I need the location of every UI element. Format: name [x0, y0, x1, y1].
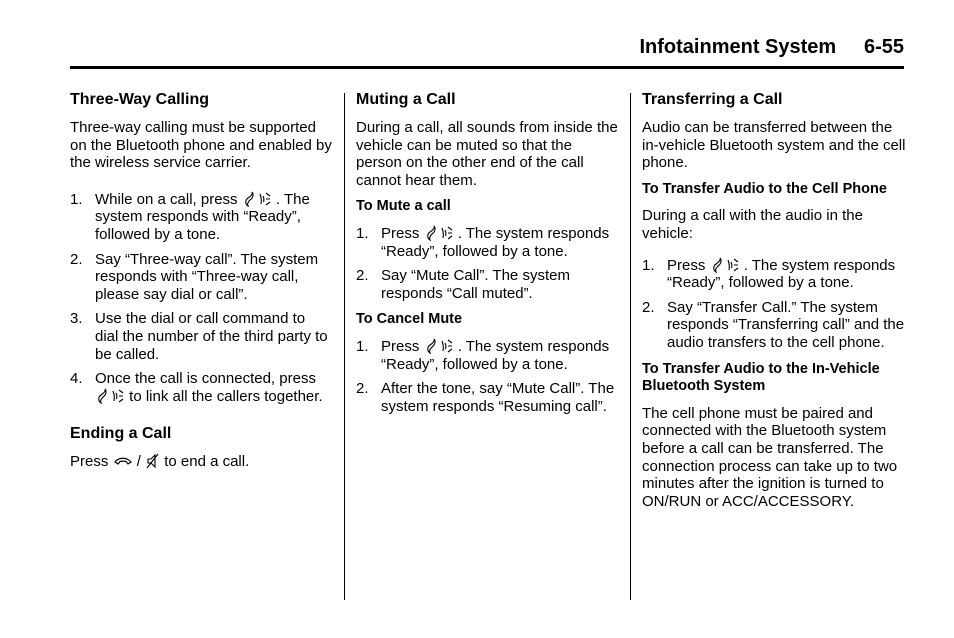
section-heading: Muting a Call [356, 91, 456, 108]
numbered-list [356, 338, 620, 415]
header-rule [70, 66, 904, 69]
end-call-icon [114, 453, 132, 469]
list-item: 2. Say “Mute Call”. The system responds “Call muted”. [356, 267, 570, 302]
column-divider [344, 93, 345, 600]
paragraph: Three-way calling must be supported on the Bluetooth phone and enabled by the wireless service carrier. [70, 119, 332, 172]
voice-recognition-icon [258, 191, 271, 207]
push-to-talk-icon [425, 225, 438, 241]
list-item: 2. After the tone, say “Mute Call”. The system responds “Resuming call”. [356, 380, 615, 415]
list-item: 3. Use the dial or call command to dial the number of the third party to be called. [70, 310, 328, 363]
subheading: To Transfer Audio to the Cell Phone [642, 180, 887, 197]
list-item: 1. Press . The system responds “Ready”, followed by a tone. [642, 256, 896, 292]
page-header [70, 36, 904, 64]
push-to-talk-icon [243, 191, 256, 207]
numbered-list [70, 191, 332, 406]
list-item: 2. Say “Three-way call”. The system responds with “Three-way call, please say dial or call”. [70, 250, 319, 303]
column-muting-a-call [356, 90, 620, 424]
push-to-talk-icon [711, 257, 724, 273]
page-title: Infotainment System 6-55 [639, 36, 904, 58]
column-divider [630, 93, 631, 600]
push-to-talk-icon [425, 338, 438, 354]
voice-recognition-icon [440, 338, 453, 354]
column-three-way-calling [70, 90, 332, 480]
list-item: 1. Press . The system responds “Ready”, followed by a tone. [356, 337, 610, 373]
paragraph: Press / to end a call. [70, 453, 250, 471]
section-heading: Ending a Call [70, 425, 172, 443]
subheading: To Cancel Mute [356, 311, 463, 328]
column-transferring-a-call [642, 90, 906, 519]
paragraph: The cell phone must be paired and connected with the Bluetooth system before a call can be transferred. The connection process can take up to two minutes after the ignition is turned to ON/RUN or ACC/ACCESSORY. [642, 404, 898, 510]
list-item: 2. Say “Transfer Call.” The system responds “Transferring call” and the audio transfers to the cell phone. [642, 298, 905, 351]
push-to-talk-icon [96, 388, 109, 404]
subheading: To Mute a call [356, 198, 451, 215]
numbered-list [642, 257, 906, 352]
mute-icon [146, 453, 159, 469]
list-item: 1. While on a call, press . The system responds with “Ready”, followed by a tone. [70, 190, 310, 243]
list-item: 4. Once the call is connected, press to link all the callers together. [70, 370, 323, 405]
section-heading: Transferring a Call [642, 91, 783, 108]
list-item: 1. Press . The system responds “Ready”, followed by a tone. [356, 224, 610, 260]
subheading: To Transfer Audio to the In-Vehicle Bluetooth System [642, 360, 880, 395]
paragraph: During a call, all sounds from inside the vehicle can be muted so that the person on the other end of the call cannot hear them. [356, 119, 618, 189]
paragraph: During a call with the audio in the vehicle: [642, 207, 863, 242]
paragraph: Audio can be transferred between the in-vehicle Bluetooth system and the cell phone. [642, 119, 906, 172]
voice-recognition-icon [726, 257, 739, 273]
voice-recognition-icon [440, 225, 453, 241]
section-heading: Three-Way Calling [70, 91, 209, 108]
numbered-list [356, 225, 620, 302]
voice-recognition-icon [111, 388, 124, 404]
